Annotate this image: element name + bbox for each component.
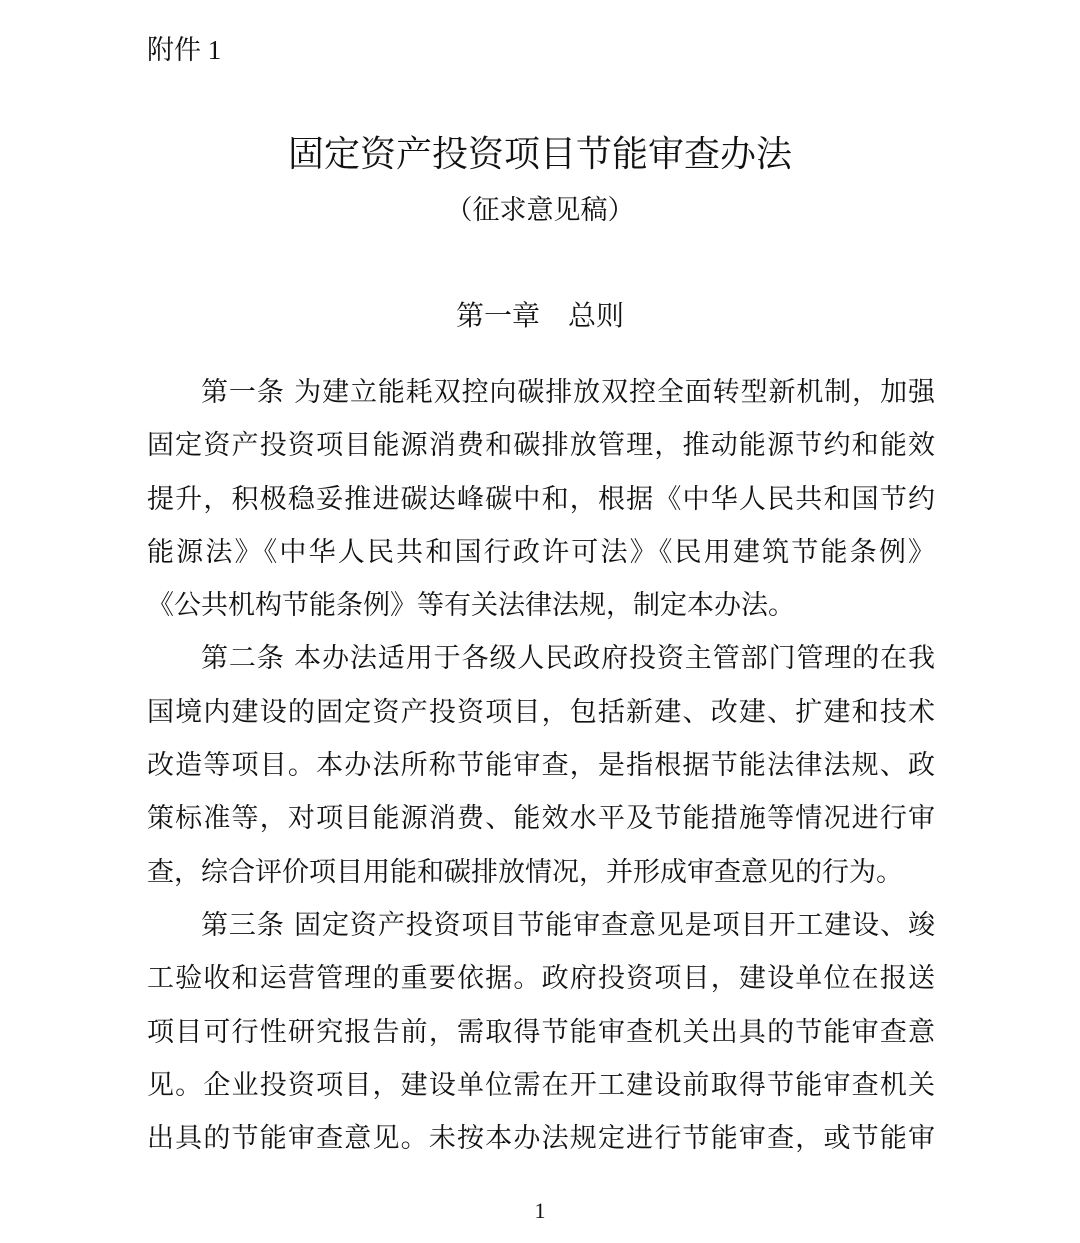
- document-title: 固定资产投资项目节能审查办法: [287, 134, 792, 175]
- text-line: 见。企业投资项目，建设单位需在开工建设前取得节能审查机关: [147, 1069, 935, 1101]
- text-line: 能源法》《中华人民共和国行政许可法》《民用建筑节能条例》: [147, 536, 935, 568]
- text-line: 提升，积极稳妥推进碳达峰碳中和，根据《中华人民共和国节约: [147, 483, 935, 515]
- text-line: 改造等项目。本办法所称节能审查，是指根据节能法律法规、政: [147, 750, 935, 782]
- text-line: 查，综合评价项目用能和碳排放情况，并形成审查意见的行为。: [147, 856, 903, 888]
- article-1: [147, 366, 935, 632]
- attachment-label: 附件 1: [147, 35, 222, 65]
- article-3: [147, 899, 935, 1165]
- text-line: 出具的节能审查意见。未按本办法规定进行节能审查，或节能审: [147, 1123, 935, 1155]
- text-line: 《公共机构节能条例》等有关法律法规，制定本办法。: [147, 590, 795, 622]
- text-line: 工验收和运营管理的重要依据。政府投资项目，建设单位在报送: [147, 963, 935, 995]
- text-line: 第三条 固定资产投资项目节能审查意见是项目开工建设、竣: [201, 909, 935, 941]
- text-line: 国境内建设的固定资产投资项目，包括新建、改建、扩建和技术: [147, 696, 935, 728]
- text-line: 第一条 为建立能耗双控向碳排放双控全面转型新机制，加强: [201, 377, 935, 408]
- text-line: 项目可行性研究报告前，需取得节能审查机关出具的节能审查意: [147, 1016, 935, 1048]
- document-subtitle: （征求意见稿）: [445, 195, 635, 226]
- chapter-heading: 第一章 总则: [455, 299, 624, 332]
- text-line: 第二条 本办法适用于各级人民政府投资主管部门管理的在我: [201, 643, 935, 675]
- text-line: 固定资产投资项目能源消费和碳排放管理，推动能源节约和能效: [147, 430, 935, 462]
- article-2: [147, 632, 935, 898]
- text-line: 策标准等，对项目能源消费、能效水平及节能措施等情况进行审: [147, 803, 935, 835]
- document-body: [147, 366, 935, 1165]
- page-number: 1: [534, 1198, 546, 1223]
